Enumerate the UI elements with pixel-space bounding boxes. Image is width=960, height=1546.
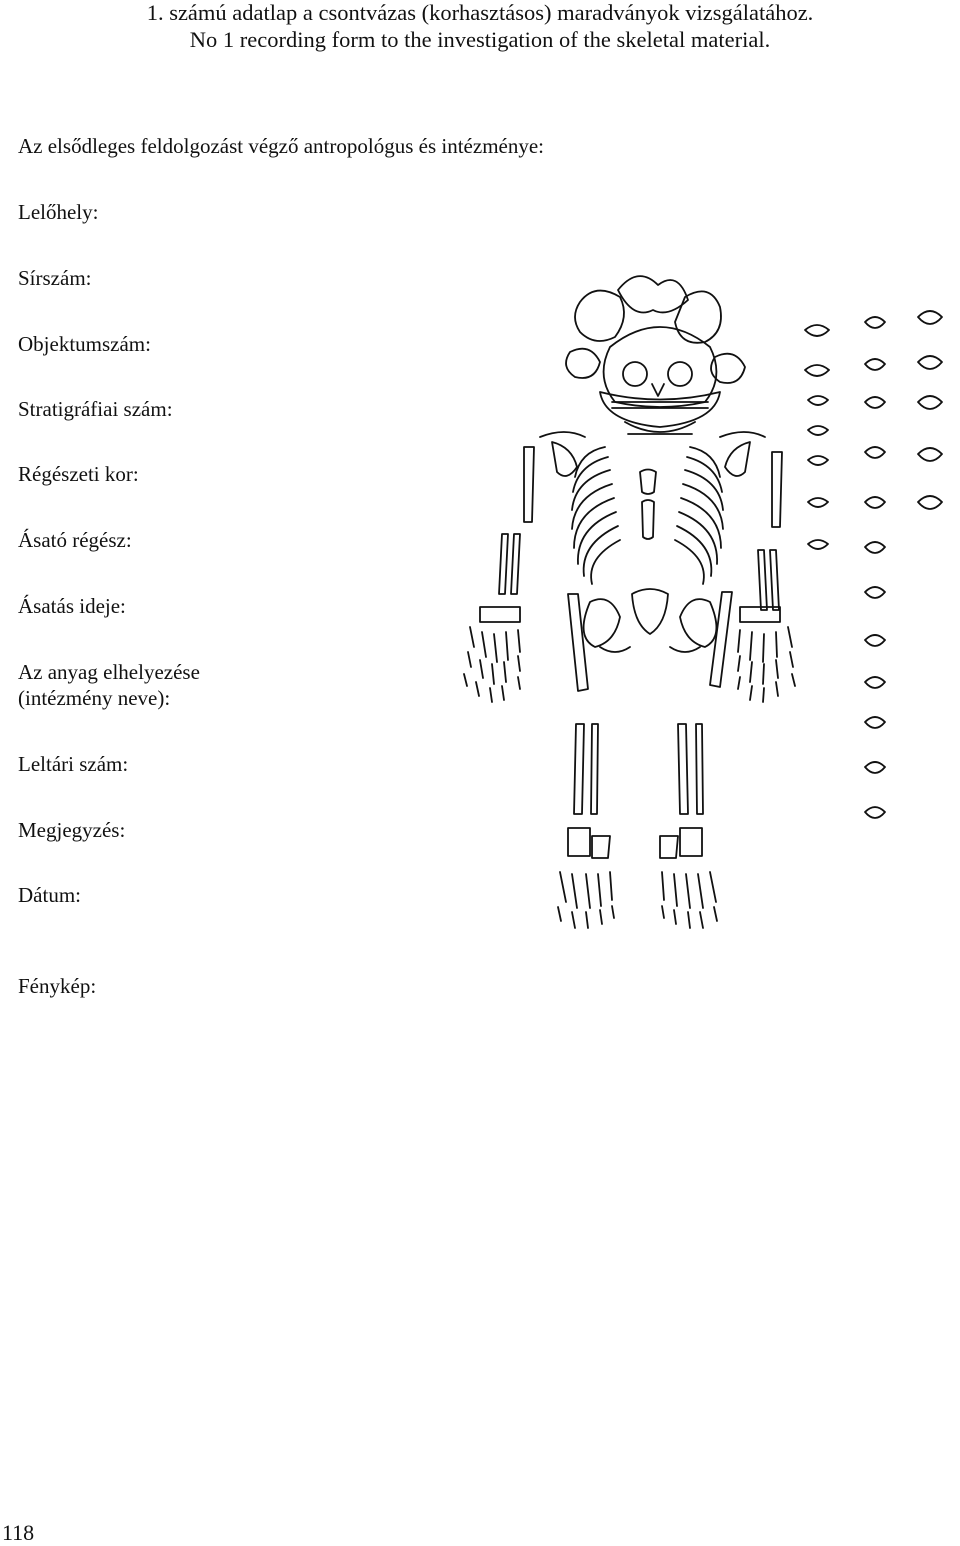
field-excavation-date: Ásatás ideje: — [18, 594, 126, 618]
left-foot-icon — [558, 828, 614, 928]
ribs-right-icon — [675, 447, 723, 584]
field-site: Lelőhely: — [18, 200, 99, 224]
vertebrae-icon — [805, 311, 942, 818]
field-storage-line1: Az anyag elhelyezése — [18, 660, 200, 684]
right-foot-icon — [660, 828, 717, 928]
ribs-left-icon — [572, 447, 620, 584]
form-title-english: No 1 recording form to the investigation of the skeletal material. — [189, 27, 771, 52]
field-photo: Fénykép: — [18, 974, 97, 998]
field-inventory-number: Leltári szám: — [18, 752, 129, 776]
field-stratigraphic-number: Stratigráfiai szám: — [18, 397, 173, 421]
skull-icon — [566, 276, 745, 434]
field-grave-number: Sírszám: — [18, 266, 92, 290]
form-title-hungarian: 1. számú adatlap a csontvázas (korhasztásos) maradványok vizsgálatához. — [146, 0, 814, 25]
field-archaeologist: Ásató régész: — [18, 528, 132, 552]
field-anthropologist: Az elsődleges feldolgozást végző antropológus és intézménye: — [18, 134, 545, 158]
field-object-number: Objektumszám: — [18, 332, 151, 356]
skeleton-diagram-icon — [440, 262, 955, 952]
left-hand-icon — [464, 607, 520, 702]
field-archaeological-age: Régészeti kor: — [18, 462, 139, 486]
field-date: Dátum: — [18, 883, 81, 907]
right-hand-icon — [738, 607, 795, 702]
field-storage-line2: (intézmény neve): — [18, 686, 171, 710]
page-number: 118 — [2, 1520, 35, 1545]
field-remarks: Megjegyzés: — [18, 818, 126, 842]
